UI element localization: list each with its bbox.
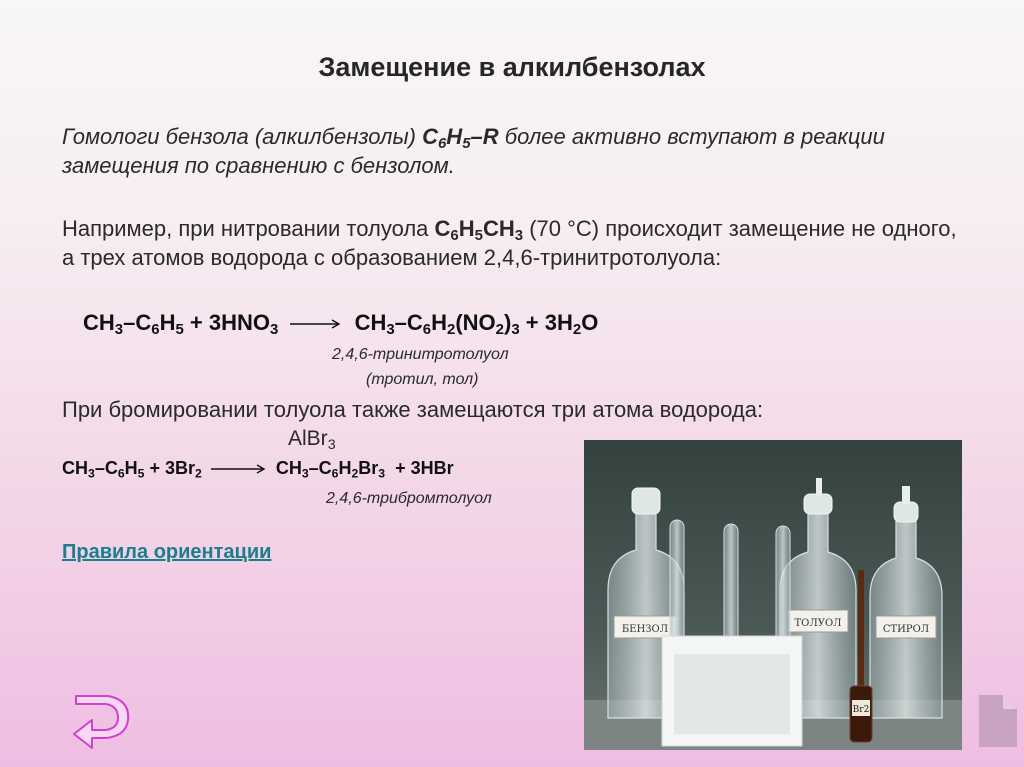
catalyst-label: AlBr$_3$ — [288, 427, 336, 453]
nitration-equation — [83, 310, 599, 339]
bottle-label-styrene: СТИРОЛ — [882, 624, 930, 635]
paragraph-text: (70 °С) происходит замещение не одного, а трех атомов водорода с образованием 2,4,6-тринитротолуола: — [62, 216, 957, 270]
product-caption-tribromotoluene: 2,4,6-трибромтолуол — [326, 490, 492, 507]
bottle-label-benzene: БЕНЗОЛ — [621, 624, 669, 635]
vial-label-bromine: Br2 — [852, 705, 870, 715]
product-caption-tnt: 2,4,6-тринитротолуол — [332, 346, 509, 363]
paragraph-bromination: При бромировании толуола также замещаются три атома водорода: — [62, 397, 764, 422]
paragraph-text: более активно вступают в реакции замещения по сравнению с бензолом. — [62, 124, 885, 178]
paragraph-nitration — [62, 214, 962, 272]
equation-right: $CH_3-C_6H_2Br_3 + 3HBr$ — [275, 458, 454, 481]
back-arrow-button[interactable] — [70, 690, 134, 752]
bromination-equation — [62, 458, 454, 479]
equation-left: $CH_3-C_6H_5 + 3Br_2$ — [62, 458, 202, 481]
bottle-label-toluene: ТОЛУОЛ — [794, 618, 842, 629]
paragraph-text: Гомологи бензола (алкилбензолы) — [62, 124, 423, 149]
equation-right: $CH_3-C_6H_2(NO_2)_3 + 3H_2O$ — [354, 310, 599, 339]
paragraph-text: Например, при нитровании толуола — [62, 216, 435, 241]
page-corner-icon — [979, 695, 1017, 747]
curved-return-arrow-icon — [70, 690, 134, 752]
formula-toluene: $C_6H_5CH_3$ — [434, 216, 524, 245]
reaction-arrow-icon — [290, 319, 342, 329]
reaction-arrow-icon — [211, 464, 267, 474]
equation-left: $CH_3-C_6H_5 + 3HNO_3$ — [83, 310, 279, 339]
paragraph-homologs — [62, 122, 962, 180]
orientation-rules-link[interactable]: Правила ориентации — [62, 541, 272, 563]
product-caption-alias: (тротил, тол) — [366, 371, 479, 388]
reagent-bottles-photo — [584, 440, 962, 750]
slide-title: Замещение в алкилбензолах — [318, 52, 706, 82]
formula-alkylbenzene: $C_6H_5-R$ — [422, 124, 499, 153]
